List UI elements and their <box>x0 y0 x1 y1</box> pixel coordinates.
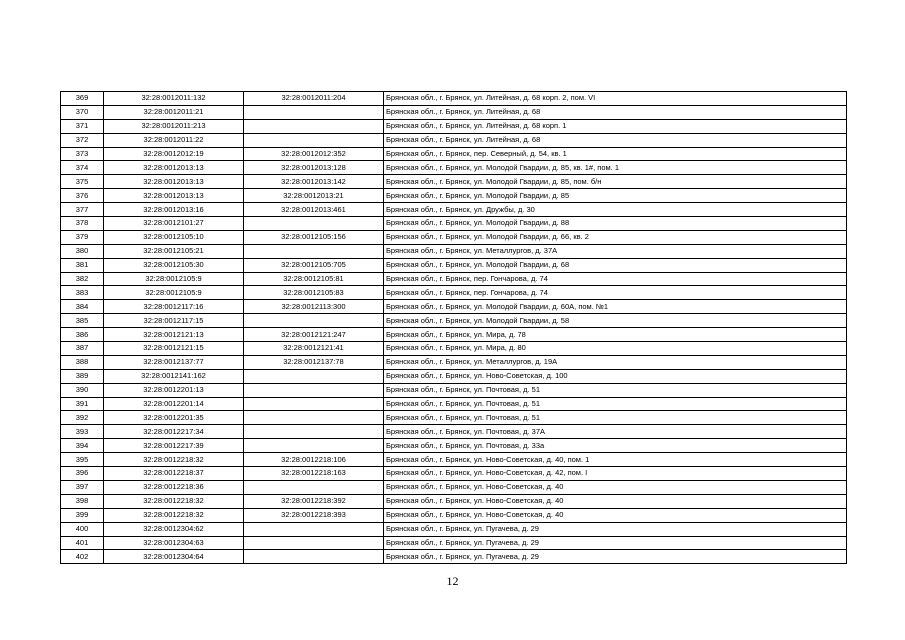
address-cell: Брянская обл., г. Брянск, пер. Гончарова, д. 74 <box>384 272 847 286</box>
address-cell: Брянская обл., г. Брянск, ул. Молодой Гвардии, д. 68 <box>384 258 847 272</box>
cadastral-number-cell: 32:28:0012105:21 <box>104 244 244 258</box>
table-row <box>61 550 847 564</box>
table-row <box>61 105 847 119</box>
cadastral-number-cell: 32:28:0012137:77 <box>104 355 244 369</box>
table-row <box>61 203 847 217</box>
row-number-cell: 379 <box>61 230 104 244</box>
table-row <box>61 439 847 453</box>
address-cell: Брянская обл., г. Брянск, ул. Пугачева, д. 29 <box>384 536 847 550</box>
address-cell: Брянская обл., г. Брянск, ул. Ново-Советская, д. 40 <box>384 480 847 494</box>
row-number-cell: 372 <box>61 133 104 147</box>
address-cell: Брянская обл., г. Брянск, ул. Молодой Гвардии, д. 58 <box>384 314 847 328</box>
row-number-cell: 385 <box>61 314 104 328</box>
row-number-cell: 380 <box>61 244 104 258</box>
related-cadastral-number-cell: 32:28:0012137:78 <box>244 355 384 369</box>
related-cadastral-number-cell <box>244 550 384 564</box>
table-row <box>61 480 847 494</box>
row-number-cell: 397 <box>61 480 104 494</box>
cadastral-number-cell: 32:28:0012013:13 <box>104 175 244 189</box>
related-cadastral-number-cell <box>244 383 384 397</box>
related-cadastral-number-cell: 32:28:0012105:156 <box>244 230 384 244</box>
cadastral-number-cell: 32:28:0012117:16 <box>104 300 244 314</box>
row-number-cell: 370 <box>61 105 104 119</box>
table-row <box>61 508 847 522</box>
address-cell: Брянская обл., г. Брянск, ул. Литейная, д. 68 <box>384 105 847 119</box>
row-number-cell: 395 <box>61 453 104 467</box>
table-row <box>61 355 847 369</box>
related-cadastral-number-cell <box>244 133 384 147</box>
address-cell: Брянская обл., г. Брянск, ул. Мира, д. 80 <box>384 342 847 356</box>
related-cadastral-number-cell <box>244 369 384 383</box>
row-number-cell: 393 <box>61 425 104 439</box>
related-cadastral-number-cell: 32:28:0012105:81 <box>244 272 384 286</box>
row-number-cell: 392 <box>61 411 104 425</box>
cadastral-number-cell: 32:28:0012201:13 <box>104 383 244 397</box>
table-row <box>61 314 847 328</box>
table-row <box>61 230 847 244</box>
row-number-cell: 391 <box>61 397 104 411</box>
row-number-cell: 376 <box>61 189 104 203</box>
related-cadastral-number-cell <box>244 244 384 258</box>
row-number-cell: 381 <box>61 258 104 272</box>
related-cadastral-number-cell: 32:28:0012011:204 <box>244 92 384 106</box>
cadastral-number-cell: 32:28:0012011:21 <box>104 105 244 119</box>
table-row <box>61 522 847 536</box>
table-row <box>61 175 847 189</box>
related-cadastral-number-cell: 32:28:0012105:83 <box>244 286 384 300</box>
table-row <box>61 369 847 383</box>
address-cell: Брянская обл., г. Брянск, ул. Ново-Советская, д. 40 <box>384 508 847 522</box>
table-row <box>61 272 847 286</box>
cadastral-number-cell: 32:28:0012304:62 <box>104 522 244 536</box>
address-cell: Брянская обл., г. Брянск, ул. Молодой Гвардии, д. 60А, пом. №1 <box>384 300 847 314</box>
related-cadastral-number-cell <box>244 411 384 425</box>
related-cadastral-number-cell: 32:28:0012121:41 <box>244 342 384 356</box>
page-number: 12 <box>446 574 459 588</box>
cadastral-number-cell: 32:28:0012141:162 <box>104 369 244 383</box>
row-number-cell: 390 <box>61 383 104 397</box>
registry-table-body <box>61 92 847 564</box>
row-number-cell: 396 <box>61 467 104 481</box>
address-cell: Брянская обл., г. Брянск, ул. Почтовая, д. 33а <box>384 439 847 453</box>
row-number-cell: 399 <box>61 508 104 522</box>
row-number-cell: 389 <box>61 369 104 383</box>
row-number-cell: 388 <box>61 355 104 369</box>
table-row <box>61 342 847 356</box>
table-row <box>61 133 847 147</box>
related-cadastral-number-cell <box>244 105 384 119</box>
related-cadastral-number-cell: 32:28:0012218:392 <box>244 494 384 508</box>
cadastral-number-cell: 32:28:0012101:27 <box>104 217 244 231</box>
related-cadastral-number-cell <box>244 522 384 536</box>
address-cell: Брянская обл., г. Брянск, ул. Ново-Советская, д. 40, пом. 1 <box>384 453 847 467</box>
cadastral-number-cell: 32:28:0012217:34 <box>104 425 244 439</box>
cadastral-number-cell: 32:28:0012217:39 <box>104 439 244 453</box>
address-cell: Брянская обл., г. Брянск, ул. Ново-Советская, д. 100 <box>384 369 847 383</box>
property-registry-table <box>60 91 847 564</box>
related-cadastral-number-cell <box>244 217 384 231</box>
related-cadastral-number-cell: 32:28:0012013:142 <box>244 175 384 189</box>
related-cadastral-number-cell: 32:28:0012218:163 <box>244 467 384 481</box>
related-cadastral-number-cell <box>244 397 384 411</box>
row-number-cell: 387 <box>61 342 104 356</box>
cadastral-number-cell: 32:28:0012121:15 <box>104 342 244 356</box>
address-cell: Брянская обл., г. Брянск, пер. Северный, д. 54, кв. 1 <box>384 147 847 161</box>
cadastral-number-cell: 32:28:0012105:9 <box>104 272 244 286</box>
table-row <box>61 286 847 300</box>
table-row <box>61 300 847 314</box>
table-row <box>61 383 847 397</box>
related-cadastral-number-cell <box>244 425 384 439</box>
address-cell: Брянская обл., г. Брянск, ул. Молодой Гвардии, д. 85 <box>384 189 847 203</box>
table-row <box>61 92 847 106</box>
cadastral-number-cell: 32:28:0012011:213 <box>104 119 244 133</box>
row-number-cell: 401 <box>61 536 104 550</box>
cadastral-number-cell: 32:28:0012218:32 <box>104 508 244 522</box>
related-cadastral-number-cell: 32:28:0012218:393 <box>244 508 384 522</box>
row-number-cell: 375 <box>61 175 104 189</box>
cadastral-number-cell: 32:28:0012304:63 <box>104 536 244 550</box>
row-number-cell: 394 <box>61 439 104 453</box>
row-number-cell: 371 <box>61 119 104 133</box>
related-cadastral-number-cell <box>244 480 384 494</box>
related-cadastral-number-cell: 32:28:0012218:106 <box>244 453 384 467</box>
table-row <box>61 161 847 175</box>
cadastral-number-cell: 32:28:0012218:36 <box>104 480 244 494</box>
related-cadastral-number-cell: 32:28:0012121:247 <box>244 328 384 342</box>
address-cell: Брянская обл., г. Брянск, ул. Металлургов, д. 37А <box>384 244 847 258</box>
cadastral-number-cell: 32:28:0012105:9 <box>104 286 244 300</box>
related-cadastral-number-cell <box>244 536 384 550</box>
table-row <box>61 467 847 481</box>
table-row <box>61 425 847 439</box>
cadastral-number-cell: 32:28:0012201:35 <box>104 411 244 425</box>
cadastral-number-cell: 32:28:0012201:14 <box>104 397 244 411</box>
address-cell: Брянская обл., г. Брянск, ул. Литейная, д. 68 корп. 1 <box>384 119 847 133</box>
cadastral-number-cell: 32:28:0012012:19 <box>104 147 244 161</box>
cadastral-number-cell: 32:28:0012011:132 <box>104 92 244 106</box>
address-cell: Брянская обл., г. Брянск, ул. Почтовая, д. 51 <box>384 383 847 397</box>
table-row <box>61 217 847 231</box>
cadastral-number-cell: 32:28:0012117:15 <box>104 314 244 328</box>
row-number-cell: 402 <box>61 550 104 564</box>
address-cell: Брянская обл., г. Брянск, ул. Металлургов, д. 19А <box>384 355 847 369</box>
address-cell: Брянская обл., г. Брянск, ул. Мира, д. 78 <box>384 328 847 342</box>
related-cadastral-number-cell <box>244 119 384 133</box>
related-cadastral-number-cell: 32:28:0012105:705 <box>244 258 384 272</box>
table-row <box>61 494 847 508</box>
row-number-cell: 377 <box>61 203 104 217</box>
row-number-cell: 384 <box>61 300 104 314</box>
address-cell: Брянская обл., г. Брянск, ул. Молодой Гвардии, д. 88 <box>384 217 847 231</box>
related-cadastral-number-cell: 32:28:0012013:128 <box>244 161 384 175</box>
table-row <box>61 536 847 550</box>
address-cell: Брянская обл., г. Брянск, ул. Пугачева, д. 29 <box>384 522 847 536</box>
row-number-cell: 398 <box>61 494 104 508</box>
address-cell: Брянская обл., г. Брянск, ул. Почтовая, д. 51 <box>384 397 847 411</box>
cadastral-number-cell: 32:28:0012304:64 <box>104 550 244 564</box>
address-cell: Брянская обл., г. Брянск, ул. Молодой Гвардии, д. 85, пом. б/н <box>384 175 847 189</box>
row-number-cell: 369 <box>61 92 104 106</box>
address-cell: Брянская обл., г. Брянск, ул. Литейная, д. 68 корп. 2, пом. VI <box>384 92 847 106</box>
table-row <box>61 411 847 425</box>
address-cell: Брянская обл., г. Брянск, ул. Дружбы, д. 30 <box>384 203 847 217</box>
address-cell: Брянская обл., г. Брянск, ул. Ново-Советская, д. 40 <box>384 494 847 508</box>
cadastral-number-cell: 32:28:0012121:13 <box>104 328 244 342</box>
table-row <box>61 244 847 258</box>
cadastral-number-cell: 32:28:0012105:10 <box>104 230 244 244</box>
row-number-cell: 386 <box>61 328 104 342</box>
address-cell: Брянская обл., г. Брянск, ул. Молодой Гвардии, д. 66, кв. 2 <box>384 230 847 244</box>
cadastral-number-cell: 32:28:0012013:16 <box>104 203 244 217</box>
cadastral-number-cell: 32:28:0012218:32 <box>104 494 244 508</box>
row-number-cell: 378 <box>61 217 104 231</box>
address-cell: Брянская обл., г. Брянск, ул. Ново-Советская, д. 42, пом. I <box>384 467 847 481</box>
table-row <box>61 119 847 133</box>
address-cell: Брянская обл., г. Брянск, ул. Пугачева, д. 29 <box>384 550 847 564</box>
cadastral-number-cell: 32:28:0012218:37 <box>104 467 244 481</box>
cadastral-number-cell: 32:28:0012105:30 <box>104 258 244 272</box>
address-cell: Брянская обл., г. Брянск, ул. Почтовая, д. 37А <box>384 425 847 439</box>
address-cell: Брянская обл., г. Брянск, пер. Гончарова, д. 74 <box>384 286 847 300</box>
cadastral-number-cell: 32:28:0012218:32 <box>104 453 244 467</box>
table-row <box>61 453 847 467</box>
related-cadastral-number-cell: 32:28:0012013:21 <box>244 189 384 203</box>
table-row <box>61 189 847 203</box>
row-number-cell: 373 <box>61 147 104 161</box>
table-row <box>61 147 847 161</box>
row-number-cell: 383 <box>61 286 104 300</box>
cadastral-number-cell: 32:28:0012013:13 <box>104 161 244 175</box>
cadastral-number-cell: 32:28:0012011:22 <box>104 133 244 147</box>
related-cadastral-number-cell <box>244 439 384 453</box>
row-number-cell: 374 <box>61 161 104 175</box>
address-cell: Брянская обл., г. Брянск, ул. Литейная, д. 68 <box>384 133 847 147</box>
row-number-cell: 382 <box>61 272 104 286</box>
table-row <box>61 328 847 342</box>
cadastral-number-cell: 32:28:0012013:13 <box>104 189 244 203</box>
related-cadastral-number-cell: 32:28:0012013:461 <box>244 203 384 217</box>
related-cadastral-number-cell <box>244 314 384 328</box>
row-number-cell: 400 <box>61 522 104 536</box>
table-row <box>61 397 847 411</box>
related-cadastral-number-cell: 32:28:0012113:300 <box>244 300 384 314</box>
address-cell: Брянская обл., г. Брянск, ул. Молодой Гвардии, д. 85, кв. 1#, пом. 1 <box>384 161 847 175</box>
related-cadastral-number-cell: 32:28:0012012:352 <box>244 147 384 161</box>
table-row <box>61 258 847 272</box>
address-cell: Брянская обл., г. Брянск, ул. Почтовая, д. 51 <box>384 411 847 425</box>
